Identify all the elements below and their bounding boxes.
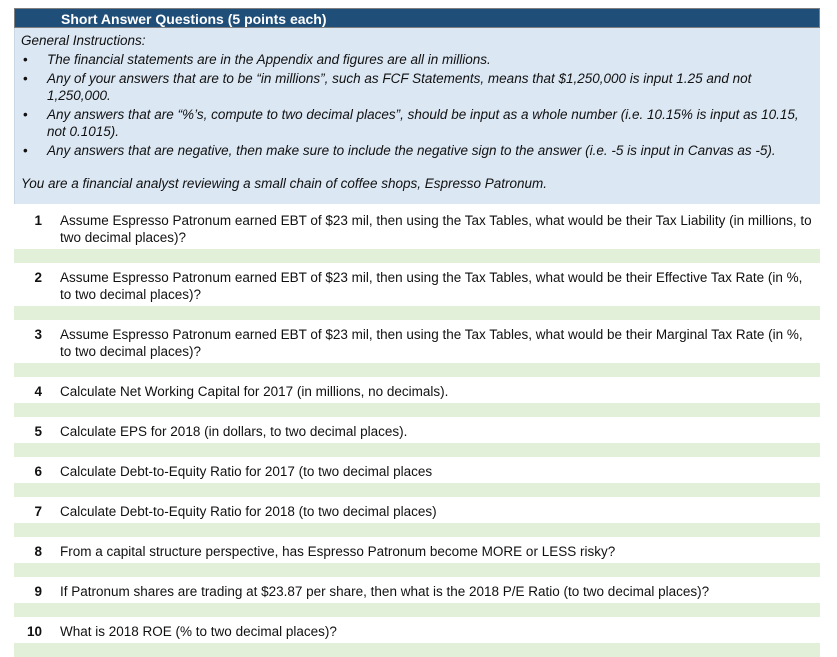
question-item: [14, 537, 820, 577]
question-number: 8: [34, 544, 42, 559]
bullet-icon: •: [23, 107, 28, 122]
instruction-item: [21, 106, 814, 140]
instructions-list: [21, 51, 814, 159]
question-item: [14, 457, 820, 497]
instructions-panel: [14, 28, 820, 204]
question-number: 10: [26, 624, 42, 639]
question-item: [14, 497, 820, 537]
instruction-text: Any of your answers that are to be “in millions”, such as FCF Statements, means that $1,250,000 is input 1.25 and not 1,250,000.: [47, 71, 752, 103]
question-number: 3: [34, 327, 42, 342]
question-text: What is 2018 ROE (% to two decimal places)?: [60, 624, 337, 639]
section-header: [14, 8, 820, 28]
question-number: 5: [34, 424, 42, 439]
instruction-item: [21, 70, 814, 104]
section-title: Short Answer Questions (5 points each): [61, 11, 327, 27]
answer-field[interactable]: [14, 642, 820, 657]
question-item: [14, 617, 820, 657]
answer-field[interactable]: [14, 562, 820, 577]
question-number: 7: [34, 504, 42, 519]
question-text: Assume Espresso Patronum earned EBT of $23 mil, then using the Tax Tables, what would be their Marginal Tax Rate (in %, to two decimal places)?: [60, 327, 803, 359]
instruction-item: [21, 142, 814, 159]
question-list: [14, 206, 820, 657]
question-item: [14, 377, 820, 417]
question-text: Calculate Debt-to-Equity Ratio for 2017 (to two decimal places: [60, 464, 433, 479]
instruction-text: Any answers that are negative, then make sure to include the negative sign to the answer (i.e. -5 is input in Canvas as -5).: [47, 143, 776, 158]
answer-field[interactable]: [14, 402, 820, 417]
question-text: Calculate Net Working Capital for 2017 (in millions, no decimals).: [60, 384, 449, 399]
question-text: Assume Espresso Patronum earned EBT of $23 mil, then using the Tax Tables, what would be their Effective Tax Rate (in %, to two decimal places)?: [60, 270, 803, 302]
instruction-item: [21, 51, 814, 68]
question-item: [14, 206, 820, 263]
question-text: Calculate Debt-to-Equity Ratio for 2018 (to two decimal places): [60, 504, 437, 519]
question-item: [14, 417, 820, 457]
question-text: Calculate EPS for 2018 (in dollars, to two decimal places).: [60, 424, 408, 439]
scenario-intro: You are a financial analyst reviewing a small chain of coffee shops, Espresso Patronum.: [21, 176, 548, 191]
answer-field[interactable]: [14, 522, 820, 537]
question-text: If Patronum shares are trading at $23.87 per share, then what is the 2018 P/E Ratio (to two decimal places)?: [60, 584, 710, 599]
instruction-text: Any answers that are “%’s, compute to two decimal places”, should be input as a whole number (i.e. 10.15% is input as 10.15, not 0.1015).: [47, 107, 799, 139]
question-number: 2: [34, 270, 42, 285]
question-number: 1: [34, 213, 42, 228]
bullet-icon: •: [23, 52, 28, 67]
question-number: 9: [34, 584, 42, 599]
answer-field[interactable]: [14, 248, 820, 263]
answer-field[interactable]: [14, 305, 820, 320]
instructions-title: General Instructions:: [21, 33, 146, 48]
question-text: Assume Espresso Patronum earned EBT of $23 mil, then using the Tax Tables, what would be their Tax Liability (in millions, to two decimal places)?: [60, 213, 812, 245]
question-item: [14, 263, 820, 320]
answer-field[interactable]: [14, 482, 820, 497]
answer-field[interactable]: [14, 362, 820, 377]
worksheet: [14, 8, 820, 657]
question-item: [14, 577, 820, 617]
answer-field[interactable]: [14, 442, 820, 457]
bullet-icon: •: [23, 143, 28, 158]
question-item: [14, 320, 820, 377]
question-text: From a capital structure perspective, has Espresso Patronum become MORE or LESS risky?: [60, 544, 616, 559]
bullet-icon: •: [23, 71, 28, 86]
question-number: 4: [34, 384, 42, 399]
instruction-text: The financial statements are in the Appendix and figures are all in millions.: [47, 52, 491, 67]
answer-field[interactable]: [14, 602, 820, 617]
question-number: 6: [34, 464, 42, 479]
